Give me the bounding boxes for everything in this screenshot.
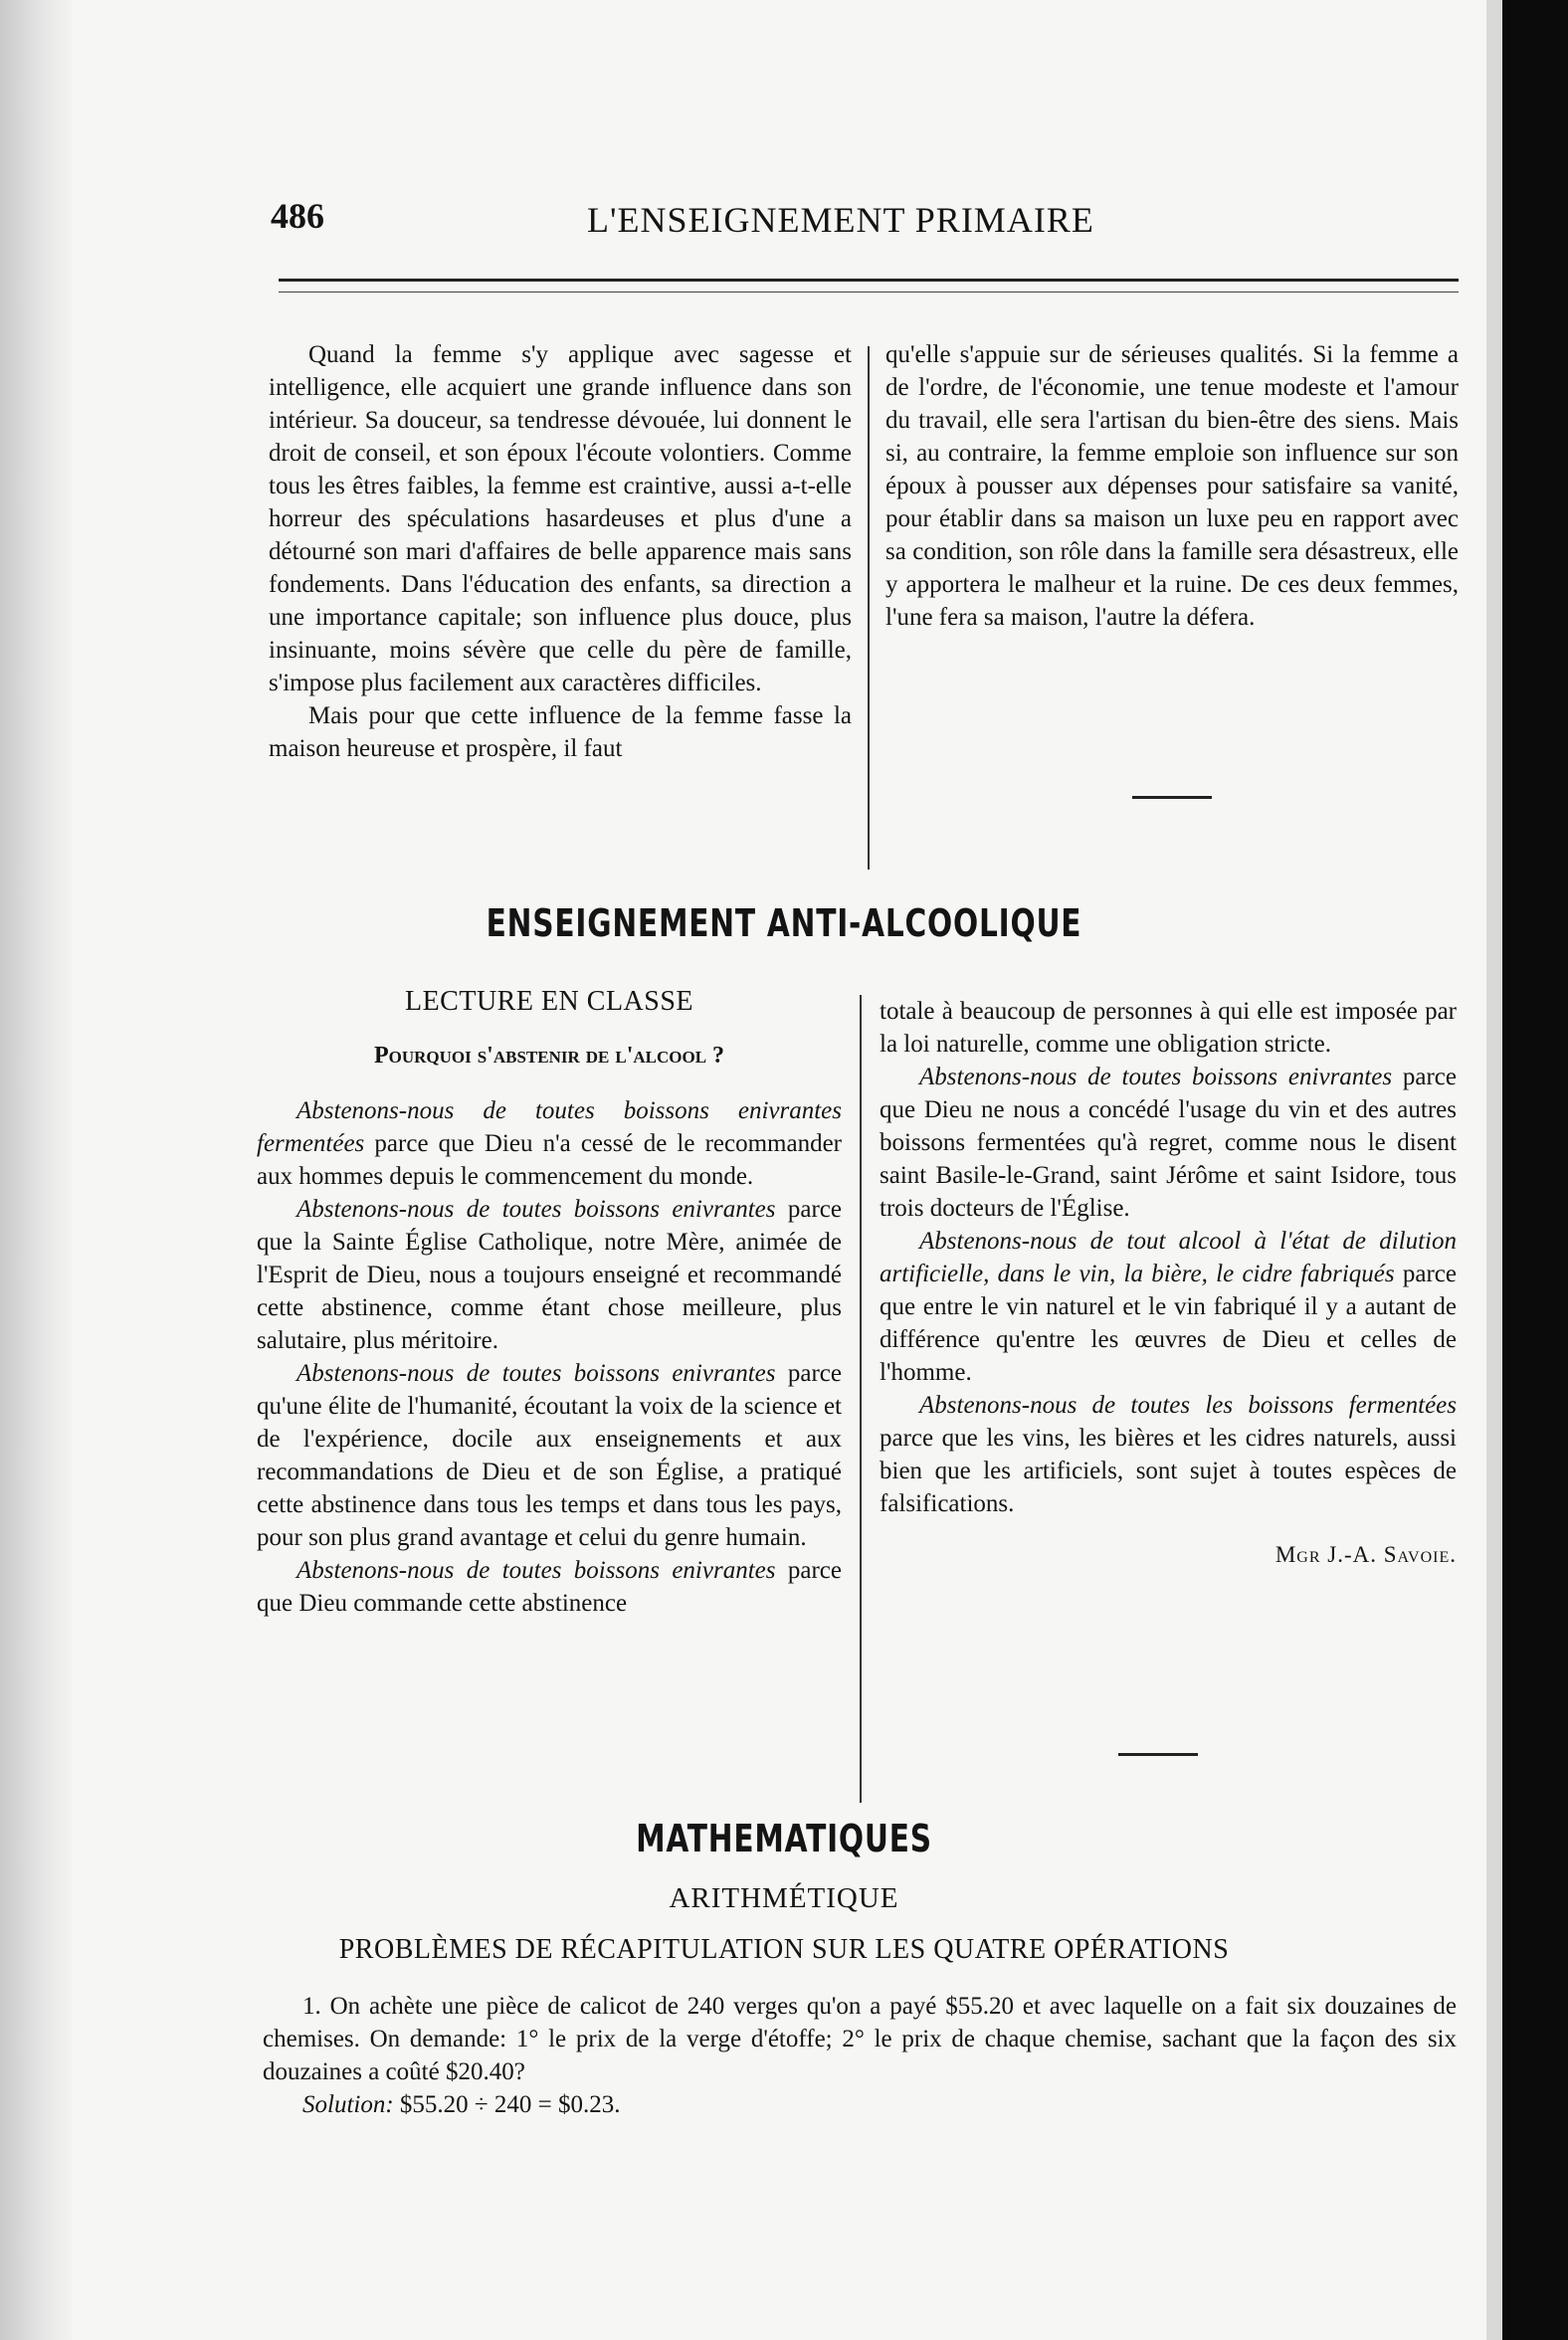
article2-paragraph xyxy=(257,1357,842,1554)
paragraph-lead: Abstenons-nous de toutes boissons enivrantes xyxy=(296,1557,776,1584)
paragraph-lead: Abstenons-nous de toutes boissons enivrantes xyxy=(919,1064,1393,1090)
page-right-edge xyxy=(1502,0,1568,2340)
section-title-anti-alcool: ENSEIGNEMENT ANTI-ALCOOLIQUE xyxy=(486,901,1082,945)
math-problem xyxy=(263,1990,1457,2121)
article2-paragraph xyxy=(880,1389,1457,1520)
column-divider xyxy=(868,346,870,870)
section-separator xyxy=(1132,796,1212,799)
subheading: LECTURE EN CLASSE xyxy=(404,986,694,1017)
paragraph-text: parce que entre le vin naturel et le vin fabriqué il y a autant de différence qu'entre les œuvres de Dieu et celles de l'homme. xyxy=(880,1261,1458,1386)
paragraph-lead: Abstenons-nous de toutes les boissons fermentées xyxy=(919,1392,1457,1419)
problem-statement: 1. On achète une pièce de calicot de 240 verges qu'on a payé $55.20 et avec laquelle on a fait six douzaines de chemises. On demande: 1° le prix de la verge d'étoffe; 2° le prix de chaque chemise, sachant que la façon des six douzaines a coûté $20.40? xyxy=(263,1993,1457,2085)
page-left-shadow xyxy=(0,0,72,2340)
article1-paragraph: Quand la femme s'y applique avec sagesse et intelligence, elle acquiert une grande influence dans son intérieur. Sa douceur, sa tendresse dévouée, lui donnent le droit de conseil, et son époux l'écoute volontiers. Comme tous les êtres faibles, la femme est craintive, aussi a-t-elle horreur des spéculations hasardeuses et plus d'une a détourné son mari d'affaires de belle apparence mais sans fondements. Dans l'éducation des enfants, sa direction a une importance capitale; son influence plus douce, plus insinuante, moins sévère que celle du père de famille, s'impose plus facilement aux caractères difficiles. xyxy=(269,341,852,696)
paragraph-text: parce qu'une élite de l'humanité, écoutant la voix de la science et de l'expérience, docile aux enseignements et aux recommandations de Dieu et de son Église, a pratiqué cette abstinence dans tous les temps et dans tous les pays, pour son plus grand avantage et celui du genre humain. xyxy=(257,1360,842,1551)
article2-paragraph xyxy=(880,1225,1457,1389)
article2-right-column xyxy=(880,995,1457,1571)
paragraph-text: parce que les vins, les bières et les cidres naturels, aussi bien que les artificiels, sont sujet à toutes espèces de falsifications. xyxy=(880,1425,1457,1517)
paragraph-lead: Abstenons-nous de toutes boissons enivrantes xyxy=(296,1360,776,1387)
page-number: 486 xyxy=(271,196,324,236)
section-separator xyxy=(1118,1753,1198,1756)
paragraph-text: parce que la Sainte Église Catholique, notre Mère, animée de l'Esprit de Dieu, nous a toujours enseigné et recommandé cette abstinence, comme étant chose meilleure, plus salutaire, plus méritoire. xyxy=(257,1196,842,1354)
column-divider xyxy=(860,995,862,1803)
paragraph-lead: Abstenons-nous de toutes boissons enivrantes fermentées xyxy=(257,1097,842,1157)
question-heading: Pourquoi s'abstenir de l'alcool ? xyxy=(373,1043,725,1069)
problem-solution xyxy=(263,2088,1457,2121)
math-subheading-problems: PROBLÈMES DE RÉCAPITULATION SUR LES QUATRE OPÉRATIONS xyxy=(338,1934,1230,1965)
paragraph-text: parce que Dieu ne nous a concédé l'usage du vin et des autres boissons fermentées qu'à regret, comme nous le disent saint Basile-le-Grand, saint Jérôme et saint Isidore, tous trois docteurs de l'Église. xyxy=(880,1064,1457,1222)
solution-text: $55.20 ÷ 240 = $0.23. xyxy=(393,2091,621,2118)
article2-paragraph xyxy=(257,1094,842,1193)
article2-paragraph xyxy=(257,1554,842,1620)
article2-paragraph xyxy=(880,1061,1457,1225)
section-title-mathematiques: MATHEMATIQUES xyxy=(636,1817,932,1860)
article1-right-column xyxy=(885,338,1459,634)
author-signature: Mgr J.-A. Savoie. xyxy=(1274,1542,1457,1567)
paragraph-text: parce que Dieu commande cette abstinence xyxy=(257,1557,842,1617)
article1-paragraph: Mais pour que cette influence de la femme fasse la maison heureuse et prospère, il faut xyxy=(269,702,852,762)
running-title: L'ENSEIGNEMENT PRIMAIRE xyxy=(587,200,1094,240)
solution-label: Solution: xyxy=(302,2091,394,2118)
page-right-gutter xyxy=(1486,0,1502,2340)
header-rule xyxy=(279,279,1459,292)
article2-paragraph xyxy=(257,1193,842,1357)
article1-paragraph: qu'elle s'appuie sur de sérieuses qualités. Si la femme a de l'ordre, de l'économie, une tenue modeste et l'amour du travail, elle sera l'artisan du bien-être des siens. Mais si, au contraire, la femme emploie son influence sur son époux à pousser aux dépenses pour satisfaire sa vanité, pour établir dans sa maison un luxe peu en rapport avec sa condition, son rôle dans la famille sera désastreux, elle y apportera le malheur et la ruine. De ces deux femmes, l'une fera sa maison, l'autre la défera. xyxy=(885,341,1459,631)
math-subheading: ARITHMÉTIQUE xyxy=(669,1882,899,1914)
article2-paragraph: totale à beaucoup de personnes à qui elle est imposée par la loi naturelle, comme une obligation stricte. xyxy=(880,998,1457,1058)
article1-left-column xyxy=(269,338,852,765)
paragraph-lead: Abstenons-nous de tout alcool à l'état de dilution artificielle, dans le vin, la bière, le cidre fabriqués xyxy=(880,1228,1457,1287)
paragraph-lead: Abstenons-nous de toutes boissons enivrantes xyxy=(296,1196,776,1223)
article2-left-column xyxy=(257,985,842,1620)
paragraph-text: parce que Dieu n'a cessé de le recommander aux hommes depuis le commencement du monde. xyxy=(257,1130,842,1190)
